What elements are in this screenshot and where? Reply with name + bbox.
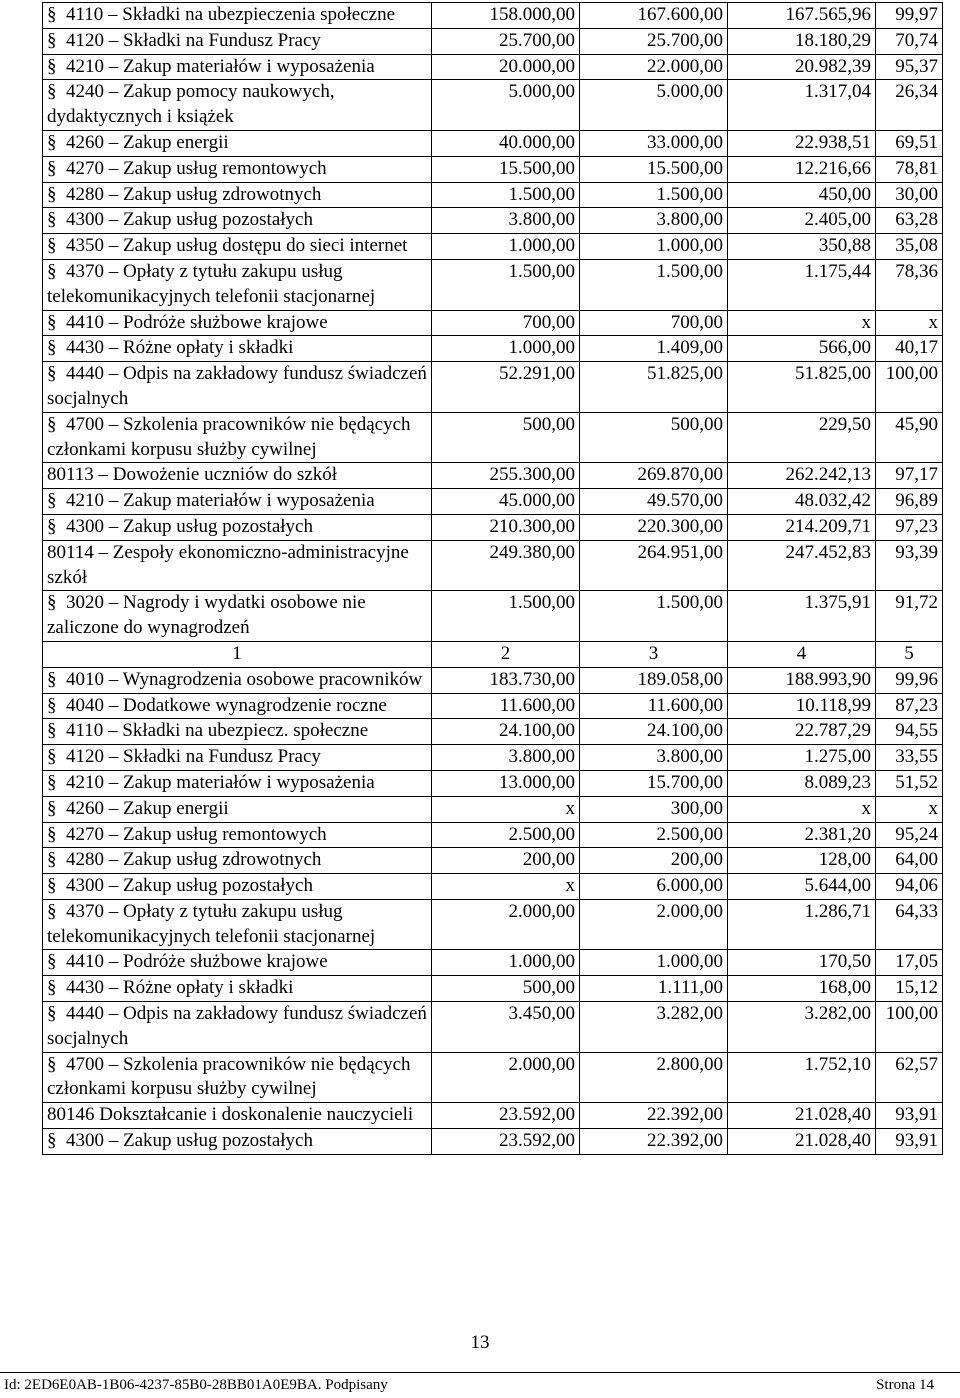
revised-plan-cell: 25.700,00	[580, 28, 728, 54]
revised-plan-cell: 24.100,00	[580, 719, 728, 745]
table-row	[43, 208, 943, 234]
percent-cell: 69,51	[876, 130, 943, 156]
footer-page-label: Strona 14	[876, 1377, 934, 1393]
section-glyph: §	[47, 592, 57, 614]
item-name-cell	[43, 770, 432, 796]
table-row	[43, 156, 943, 182]
revised-plan-cell: 33.000,00	[580, 130, 728, 156]
budget-table	[42, 2, 943, 1155]
execution-value-cell: 3.282,00	[728, 1002, 876, 1053]
revised-plan-cell: 1.500,00	[580, 182, 728, 208]
percent-cell: 97,17	[876, 463, 943, 489]
item-name-cell	[43, 514, 432, 540]
revised-plan-cell: 51.825,00	[580, 362, 728, 413]
execution-value-cell: 350,88	[728, 234, 876, 260]
revised-plan-cell: 6.000,00	[580, 874, 728, 900]
item-name-cell	[43, 848, 432, 874]
table-row	[43, 28, 943, 54]
item-name: 4270 – Zakup usług remontowych	[66, 823, 327, 845]
execution-value-cell: 21.028,40	[728, 1103, 876, 1129]
item-name: 4350 – Zakup usług dostępu do sieci internet	[66, 235, 408, 257]
item-name-cell	[43, 1103, 432, 1129]
item-name: 4010 – Wynagrodzenia osobowe pracowników	[66, 668, 423, 690]
percent-cell: 62,57	[876, 1052, 943, 1103]
revised-plan-cell: 1.000,00	[580, 950, 728, 976]
plan-value-cell: 255.300,00	[432, 463, 580, 489]
plan-value-cell: 1.500,00	[432, 591, 580, 642]
execution-value-cell: x	[728, 796, 876, 822]
item-name: 4210 – Zakup materiałów i wyposażenia	[66, 771, 375, 793]
revised-plan-cell: 500,00	[580, 412, 728, 463]
item-name-cell	[43, 899, 432, 950]
table-row	[43, 3, 943, 29]
table-row	[43, 770, 943, 796]
section-glyph: §	[47, 771, 57, 793]
item-name: 4120 – Składki na Fundusz Pracy	[66, 746, 321, 768]
item-name: 80146 Dokształcanie i doskonalenie nauczycieli	[47, 1104, 414, 1126]
plan-value-cell: 13.000,00	[432, 770, 580, 796]
execution-value-cell: 1.286,71	[728, 899, 876, 950]
item-name-cell	[43, 156, 432, 182]
item-name: 3020 – Nagrody i wydatki osobowe nie zaliczone do wynagrodzeń	[47, 592, 366, 639]
plan-value-cell: x	[432, 874, 580, 900]
plan-value-cell: 700,00	[432, 310, 580, 336]
table-row	[43, 796, 943, 822]
execution-value-cell: 188.993,90	[728, 667, 876, 693]
revised-plan-cell: 15.700,00	[580, 770, 728, 796]
item-name-cell	[43, 693, 432, 719]
plan-value-cell: 2.500,00	[432, 822, 580, 848]
revised-plan-cell: 700,00	[580, 310, 728, 336]
section-glyph: §	[47, 668, 57, 690]
item-name: 4120 – Składki na Fundusz Pracy	[66, 29, 321, 51]
table-row	[43, 667, 943, 693]
table-row	[43, 719, 943, 745]
budget-table-body	[43, 3, 943, 1155]
revised-plan-cell: 1.500,00	[580, 591, 728, 642]
table-row	[43, 848, 943, 874]
table-row	[43, 950, 943, 976]
percent-cell: 96,89	[876, 489, 943, 515]
section-glyph: §	[47, 4, 57, 25]
plan-value-cell: 2.000,00	[432, 899, 580, 950]
execution-value-cell: 566,00	[728, 336, 876, 362]
plan-value-cell: 1.500,00	[432, 182, 580, 208]
execution-value-cell: 10.118,99	[728, 693, 876, 719]
section-glyph: §	[47, 311, 57, 333]
revised-plan-cell: 1.500,00	[580, 259, 728, 310]
section-glyph: §	[47, 1003, 57, 1025]
item-name-cell	[43, 719, 432, 745]
item-name: 80114 – Zespoły ekonomiczno-administracyjne szkół	[47, 541, 409, 588]
item-name: 4110 – Składki na ubezpiecz. społeczne	[66, 720, 369, 742]
percent-cell: 78,81	[876, 156, 943, 182]
plan-value-cell: 1.500,00	[432, 259, 580, 310]
revised-plan-cell: 2.500,00	[580, 822, 728, 848]
item-name-cell	[43, 259, 432, 310]
plan-value-cell: 20.000,00	[432, 54, 580, 80]
item-name-cell	[43, 1052, 432, 1103]
section-glyph: §	[47, 746, 57, 768]
execution-value-cell: 51.825,00	[728, 362, 876, 413]
section-glyph: §	[47, 131, 57, 153]
column-number-cell: 4	[728, 641, 876, 667]
execution-value-cell: 2.381,20	[728, 822, 876, 848]
revised-plan-cell: 49.570,00	[580, 489, 728, 515]
table-row	[43, 822, 943, 848]
item-name: 4410 – Podróże służbowe krajowe	[66, 951, 328, 973]
table-row	[43, 1103, 943, 1129]
item-name: 4300 – Zakup usług pozostałych	[66, 515, 313, 537]
section-glyph: §	[47, 977, 57, 999]
item-name: 4410 – Podróże służbowe krajowe	[66, 311, 328, 333]
item-name: 4270 – Zakup usług remontowych	[66, 157, 327, 179]
table-row	[43, 1052, 943, 1103]
item-name-cell	[43, 874, 432, 900]
table-row	[43, 463, 943, 489]
percent-cell: 99,97	[876, 3, 943, 29]
item-name-cell	[43, 54, 432, 80]
item-name-cell	[43, 976, 432, 1002]
execution-value-cell: 167.565,96	[728, 3, 876, 29]
item-name: 4440 – Odpis na zakładowy fundusz świadczeń socjalnych	[47, 1003, 427, 1049]
table-row	[43, 80, 943, 131]
item-name-cell	[43, 591, 432, 642]
item-name: 4370 – Opłaty z tytułu zakupu usług telekomunikacyjnych telefonii stacjonarnej	[47, 900, 376, 947]
plan-value-cell: 52.291,00	[432, 362, 580, 413]
plan-value-cell: 183.730,00	[432, 667, 580, 693]
table-row	[43, 591, 943, 642]
percent-cell: 64,00	[876, 848, 943, 874]
item-name: 4280 – Zakup usług zdrowotnych	[66, 183, 322, 205]
page-number: 13	[470, 1332, 490, 1353]
percent-cell: 94,55	[876, 719, 943, 745]
section-glyph: §	[47, 55, 57, 77]
plan-value-cell: 3.450,00	[432, 1002, 580, 1053]
item-name-cell	[43, 822, 432, 848]
section-glyph: §	[47, 849, 57, 871]
item-name: 4430 – Różne opłaty i składki	[66, 337, 294, 359]
section-glyph: §	[47, 951, 57, 973]
revised-plan-cell: 3.800,00	[580, 208, 728, 234]
table-row	[43, 182, 943, 208]
percent-cell: 99,96	[876, 667, 943, 693]
execution-value-cell: 247.452,83	[728, 540, 876, 591]
plan-value-cell: 23.592,00	[432, 1103, 580, 1129]
table-row	[43, 899, 943, 950]
percent-cell: 100,00	[876, 362, 943, 413]
revised-plan-cell: 269.870,00	[580, 463, 728, 489]
percent-cell: x	[876, 310, 943, 336]
execution-value-cell: 5.644,00	[728, 874, 876, 900]
percent-cell: 78,36	[876, 259, 943, 310]
section-glyph: §	[47, 515, 57, 537]
revised-plan-cell: 22.392,00	[580, 1103, 728, 1129]
section-glyph: §	[47, 797, 57, 819]
item-name: 4300 – Zakup usług pozostałych	[66, 209, 313, 231]
item-name: 4260 – Zakup energii	[66, 131, 229, 153]
percent-cell: 95,24	[876, 822, 943, 848]
execution-value-cell: 450,00	[728, 182, 876, 208]
item-name: 4210 – Zakup materiałów i wyposażenia	[66, 55, 375, 77]
revised-plan-cell: 2.000,00	[580, 899, 728, 950]
item-name-cell	[43, 796, 432, 822]
column-number-cell: 3	[580, 641, 728, 667]
execution-value-cell: 262.242,13	[728, 463, 876, 489]
percent-cell: 40,17	[876, 336, 943, 362]
execution-value-cell: x	[728, 310, 876, 336]
document-footer	[0, 1372, 960, 1398]
revised-plan-cell: 3.282,00	[580, 1002, 728, 1053]
percent-cell: 45,90	[876, 412, 943, 463]
revised-plan-cell: 220.300,00	[580, 514, 728, 540]
item-name: 4280 – Zakup usług zdrowotnych	[66, 849, 322, 871]
revised-plan-cell: 200,00	[580, 848, 728, 874]
execution-value-cell: 48.032,42	[728, 489, 876, 515]
plan-value-cell: 3.800,00	[432, 745, 580, 771]
table-row	[43, 234, 943, 260]
item-name: 4300 – Zakup usług pozostałych	[66, 875, 313, 897]
percent-cell: 63,28	[876, 208, 943, 234]
table-row	[43, 259, 943, 310]
section-glyph: §	[47, 720, 57, 742]
item-name-cell	[43, 412, 432, 463]
section-glyph: §	[47, 694, 57, 716]
item-name-cell	[43, 234, 432, 260]
execution-value-cell: 1.275,00	[728, 745, 876, 771]
table-row	[43, 514, 943, 540]
percent-cell: 26,34	[876, 80, 943, 131]
item-name-cell	[43, 208, 432, 234]
item-name-cell	[43, 745, 432, 771]
column-number-cell: 2	[432, 641, 580, 667]
execution-value-cell: 229,50	[728, 412, 876, 463]
execution-value-cell: 12.216,66	[728, 156, 876, 182]
percent-cell: 93,39	[876, 540, 943, 591]
item-name-cell	[43, 310, 432, 336]
plan-value-cell: 1.000,00	[432, 950, 580, 976]
revised-plan-cell: 167.600,00	[580, 3, 728, 29]
section-glyph: §	[47, 1130, 57, 1152]
execution-value-cell: 20.982,39	[728, 54, 876, 80]
percent-cell: 94,06	[876, 874, 943, 900]
section-glyph: §	[47, 1053, 57, 1075]
item-name: 4110 – Składki na ubezpieczenia społeczne	[66, 4, 396, 25]
execution-value-cell: 18.180,29	[728, 28, 876, 54]
plan-value-cell: x	[432, 796, 580, 822]
item-name: 4430 – Różne opłaty i składki	[66, 977, 294, 999]
plan-value-cell: 2.000,00	[432, 1052, 580, 1103]
plan-value-cell: 158.000,00	[432, 3, 580, 29]
revised-plan-cell: 264.951,00	[580, 540, 728, 591]
section-glyph: §	[47, 900, 57, 922]
revised-plan-cell: 11.600,00	[580, 693, 728, 719]
percent-cell: 95,37	[876, 54, 943, 80]
table-row	[43, 362, 943, 413]
item-name: 4210 – Zakup materiałów i wyposażenia	[66, 490, 375, 512]
section-glyph: §	[47, 183, 57, 205]
item-name-cell	[43, 362, 432, 413]
table-row	[43, 693, 943, 719]
item-name: 4300 – Zakup usług pozostałych	[66, 1130, 313, 1152]
revised-plan-cell: 2.800,00	[580, 1052, 728, 1103]
plan-value-cell: 5.000,00	[432, 80, 580, 131]
execution-value-cell: 1.175,44	[728, 259, 876, 310]
item-name-cell	[43, 489, 432, 515]
table-row	[43, 54, 943, 80]
plan-value-cell: 11.600,00	[432, 693, 580, 719]
execution-value-cell: 22.787,29	[728, 719, 876, 745]
item-name-cell	[43, 28, 432, 54]
item-name-cell	[43, 667, 432, 693]
item-name-cell	[43, 3, 432, 29]
table-row	[43, 130, 943, 156]
table-row	[43, 745, 943, 771]
section-glyph: §	[47, 363, 57, 385]
item-name-cell	[43, 336, 432, 362]
plan-value-cell: 500,00	[432, 412, 580, 463]
execution-value-cell: 21.028,40	[728, 1129, 876, 1155]
item-name: 4370 – Opłaty z tytułu zakupu usług telekomunikacyjnych telefonii stacjonarnej	[47, 260, 376, 307]
execution-value-cell: 1.375,91	[728, 591, 876, 642]
percent-cell: 93,91	[876, 1129, 943, 1155]
revised-plan-cell: 22.392,00	[580, 1129, 728, 1155]
revised-plan-cell: 1.111,00	[580, 976, 728, 1002]
execution-value-cell: 2.405,00	[728, 208, 876, 234]
plan-value-cell: 210.300,00	[432, 514, 580, 540]
item-name-cell	[43, 130, 432, 156]
table-row	[43, 540, 943, 591]
plan-value-cell: 200,00	[432, 848, 580, 874]
percent-cell: 35,08	[876, 234, 943, 260]
section-glyph: §	[47, 875, 57, 897]
plan-value-cell: 1.000,00	[432, 234, 580, 260]
table-row	[43, 1002, 943, 1053]
plan-value-cell: 15.500,00	[432, 156, 580, 182]
percent-cell: 100,00	[876, 1002, 943, 1053]
table-row	[43, 874, 943, 900]
revised-plan-cell: 1.000,00	[580, 234, 728, 260]
section-glyph: §	[47, 235, 57, 257]
column-number-cell: 1	[43, 641, 432, 667]
section-glyph: §	[47, 260, 57, 282]
percent-cell: 87,23	[876, 693, 943, 719]
execution-value-cell: 8.089,23	[728, 770, 876, 796]
item-name-cell	[43, 80, 432, 131]
item-name: 4440 – Odpis na zakładowy fundusz świadczeń socjalnych	[47, 363, 427, 409]
revised-plan-cell: 22.000,00	[580, 54, 728, 80]
percent-cell: 91,72	[876, 591, 943, 642]
item-name: 4700 – Szkolenia pracowników nie będących członkami korpusu służby cywilnej	[47, 1053, 411, 1100]
percent-cell: 30,00	[876, 182, 943, 208]
item-name-cell	[43, 950, 432, 976]
execution-value-cell: 168,00	[728, 976, 876, 1002]
plan-value-cell: 25.700,00	[432, 28, 580, 54]
percent-cell: 51,52	[876, 770, 943, 796]
execution-value-cell: 170,50	[728, 950, 876, 976]
section-glyph: §	[47, 209, 57, 231]
execution-value-cell: 1.752,10	[728, 1052, 876, 1103]
section-glyph: §	[47, 490, 57, 512]
table-row	[43, 976, 943, 1002]
section-glyph: §	[47, 413, 57, 435]
section-glyph: §	[47, 29, 57, 51]
revised-plan-cell: 300,00	[580, 796, 728, 822]
execution-value-cell: 214.209,71	[728, 514, 876, 540]
column-number-cell: 5	[876, 641, 943, 667]
section-glyph: §	[47, 823, 57, 845]
section-glyph: §	[47, 157, 57, 179]
footer-document-id: Id: 2ED6E0AB-1B06-4237-85B0-28BB01A0E9BA. Podpisany	[4, 1377, 388, 1393]
table-row	[43, 412, 943, 463]
item-name-cell	[43, 1129, 432, 1155]
plan-value-cell: 24.100,00	[432, 719, 580, 745]
item-name: 4240 – Zakup pomocy naukowych, dydaktycznych i książek	[47, 81, 335, 128]
section-glyph: §	[47, 337, 57, 359]
item-name-cell	[43, 540, 432, 591]
item-name: 4260 – Zakup energii	[66, 797, 229, 819]
plan-value-cell: 45.000,00	[432, 489, 580, 515]
percent-cell: 97,23	[876, 514, 943, 540]
plan-value-cell: 249.380,00	[432, 540, 580, 591]
percent-cell: x	[876, 796, 943, 822]
table-row	[43, 310, 943, 336]
item-name: 4700 – Szkolenia pracowników nie będących członkami korpusu służby cywilnej	[47, 413, 411, 460]
section-glyph: §	[47, 81, 57, 103]
item-name: 4040 – Dodatkowe wynagrodzenie roczne	[66, 694, 387, 716]
item-name-cell	[43, 463, 432, 489]
percent-cell: 17,05	[876, 950, 943, 976]
table-row	[43, 489, 943, 515]
revised-plan-cell: 15.500,00	[580, 156, 728, 182]
item-name: 80113 – Dowożenie uczniów do szkół	[47, 464, 338, 486]
item-name-cell	[43, 182, 432, 208]
percent-cell: 93,91	[876, 1103, 943, 1129]
revised-plan-cell: 3.800,00	[580, 745, 728, 771]
revised-plan-cell: 5.000,00	[580, 80, 728, 131]
table-row	[43, 336, 943, 362]
table-row	[43, 1129, 943, 1155]
plan-value-cell: 23.592,00	[432, 1129, 580, 1155]
item-name-cell	[43, 1002, 432, 1053]
execution-value-cell: 128,00	[728, 848, 876, 874]
percent-cell: 33,55	[876, 745, 943, 771]
plan-value-cell: 3.800,00	[432, 208, 580, 234]
revised-plan-cell: 189.058,00	[580, 667, 728, 693]
column-number-header-row	[43, 641, 943, 667]
percent-cell: 15,12	[876, 976, 943, 1002]
plan-value-cell: 500,00	[432, 976, 580, 1002]
revised-plan-cell: 1.409,00	[580, 336, 728, 362]
plan-value-cell: 1.000,00	[432, 336, 580, 362]
plan-value-cell: 40.000,00	[432, 130, 580, 156]
percent-cell: 70,74	[876, 28, 943, 54]
percent-cell: 64,33	[876, 899, 943, 950]
execution-value-cell: 1.317,04	[728, 80, 876, 131]
execution-value-cell: 22.938,51	[728, 130, 876, 156]
